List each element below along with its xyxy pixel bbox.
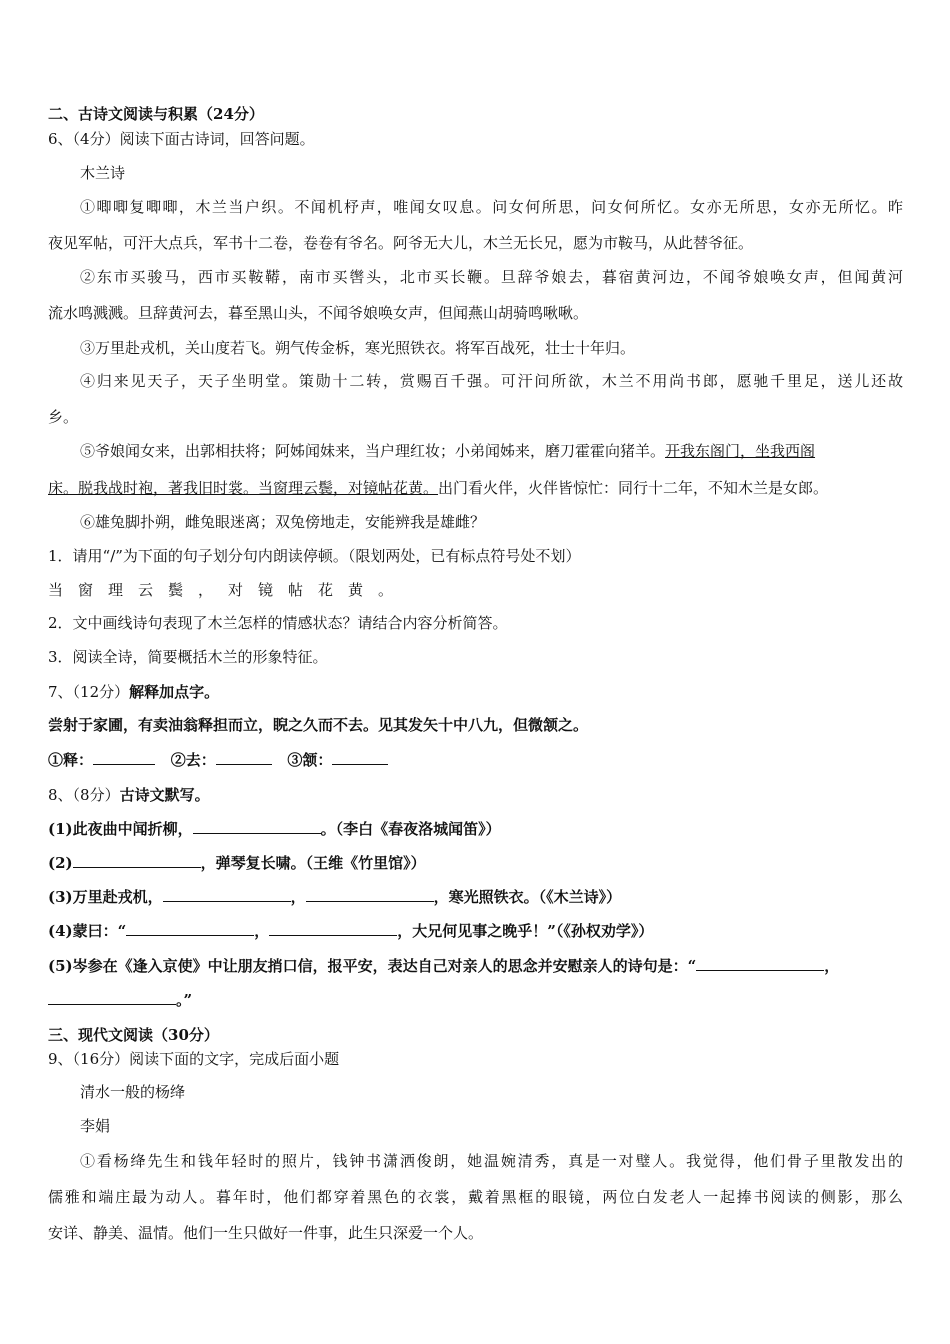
poem-stanza-1-line-1: ①唧唧复唧唧，木兰当户织。不闻机杼声，唯闻女叹息。问女何所思，问女何所忆。女亦无所思，女亦无所忆。昨 [80, 198, 903, 216]
sub-question-1: 1．请用“/”为下面的句子划分句内朗读停顿。（限划两处，已有标点符号处不划） [48, 547, 581, 565]
stanza-5-continuation: 出门看火伴，火伴皆惊忙：同行十二年，不知木兰是女郎。 [438, 479, 829, 497]
question-8-heading [48, 784, 210, 805]
poem-stanza-1-line-2: 夜见军帖，可汗大点兵，军书十二卷，卷卷有爷名。阿爷无大儿，木兰无长兄，愿为市鞍马，从此替爷征。 [48, 234, 754, 252]
dictation-4-blank-1[interactable] [126, 921, 254, 936]
dictation-3 [48, 886, 621, 907]
sentence-char: 。 [378, 581, 394, 599]
article-paragraph-1-line-3: 安详、静美、温情。他们一生只做好一件事，此生只深爱一个人。 [48, 1224, 484, 1242]
sentence-char: 花 [318, 581, 334, 599]
question-8-score: 8、（8分） [48, 786, 120, 804]
sub-question-2: 2．文中画线诗句表现了木兰怎样的情感状态？请结合内容分析简答。 [48, 614, 508, 632]
dictation-3-blank-1[interactable] [163, 887, 291, 902]
sentence-char: 对 [228, 581, 244, 599]
dictation-2 [48, 852, 426, 873]
sentence-char: 镜 [258, 581, 274, 599]
dictation-5-end: 。” [176, 991, 193, 1009]
poem-stanza-6: ⑥雄兔脚扑朔，雌兔眼迷离；双兔傍地走，安能辨我是雄雌？ [80, 513, 486, 531]
dictation-2-blank[interactable] [73, 853, 201, 868]
poem-stanza-4-line-2: 乡。 [48, 408, 79, 426]
poem-stanza-4-line-1: ④归来见天子，天子坐明堂。策勋十二转，赏赐百千强。可汗问所欲，木兰不用尚书郎，愿驰千里足，送儿还故 [80, 372, 903, 390]
question-7-score: 7、（12分） [48, 683, 130, 701]
question-6-heading: 6、（4分）阅读下面古诗词，回答问题。 [48, 130, 315, 148]
poem-stanza-5-line-1 [80, 440, 815, 461]
dictation-3-blank-2[interactable] [306, 887, 434, 902]
article-author: 李娟 [80, 1117, 111, 1135]
dictation-5-line-1 [48, 955, 839, 976]
poem-title: 木兰诗 [80, 164, 126, 182]
sentence-char: 理 [108, 581, 124, 599]
poem-stanza-3: ③万里赴戎机，关山度若飞。朔气传金柝，寒光照铁衣。将军百战死，壮士十年归。 [80, 339, 636, 357]
section-2-title: 二、古诗文阅读与积累（24分） [48, 105, 264, 123]
sentence-char: 当 [48, 581, 64, 599]
dictation-4-comma: ， [254, 922, 270, 940]
poem-stanza-2-line-1: ②东市买骏马，西市买鞍鞯，南市买辔头，北市买长鞭。旦辞爷娘去，暮宿黄河边，不闻爷娘唤女声，但闻黄河 [80, 268, 903, 286]
dictation-3-comma: ， [290, 888, 306, 906]
underlined-verse-part-1: 开我东阁门，坐我西阁 [665, 442, 816, 460]
answer-3-blank[interactable] [332, 750, 388, 765]
sentence-char: 黄 [348, 581, 364, 599]
sentence-char: 帖 [288, 581, 304, 599]
section-3-title: 三、现代文阅读（30分） [48, 1026, 219, 1044]
sentence-char: ， [198, 581, 214, 599]
dictation-4-source: ，大兄何见事之晚乎！”（《孙权劝学》） [397, 922, 654, 940]
sentence-char: 鬓 [168, 581, 184, 599]
underlined-verse-part-2: 床。脱我战时袍，著我旧时裳。当窗理云鬓，对镜帖花黄。 [48, 479, 439, 497]
dictation-5-comma: ， [824, 957, 840, 975]
dictation-4 [48, 920, 653, 941]
answer-1-blank[interactable] [93, 750, 155, 765]
article-title: 清水一般的杨绛 [80, 1083, 186, 1101]
question-7-answers [48, 749, 388, 770]
answer-1-label: ①释： [48, 751, 94, 769]
dictation-3-prompt: (3)万里赴戎机， [48, 888, 163, 906]
stanza-5-plain-text: ⑤爷娘闻女来，出郭相扶将；阿姊闻妹来，当户理红妆；小弟闻姊来，磨刀霍霍向猪羊。 [80, 442, 666, 460]
dictation-4-prompt: (4)蒙曰：“ [48, 922, 127, 940]
dictation-3-source: ，寒光照铁衣。（《木兰诗》） [433, 888, 622, 906]
article-paragraph-1-line-2: 儒雅和端庄最为动人。暮年时，他们都穿着黑色的衣裳，戴着黑框的眼镜，两位白发老人一起捧书阅读的侧影，那么 [48, 1188, 903, 1206]
answer-3-label: ③颔： [287, 751, 333, 769]
sentence-char: 云 [138, 581, 154, 599]
poem-stanza-2-line-2: 流水鸣溅溅。旦辞黄河去，暮至黑山头，不闻爷娘唤女声，但闻燕山胡骑鸣啾啾。 [48, 304, 589, 322]
answer-2-label: ②去： [170, 751, 216, 769]
dictation-4-blank-2[interactable] [269, 921, 397, 936]
dictation-1-blank[interactable] [193, 819, 321, 834]
dictation-1 [48, 818, 501, 839]
dictation-5-blank-2[interactable] [48, 990, 176, 1005]
question-7-heading [48, 681, 219, 702]
pause-marking-sentence [48, 579, 408, 600]
poem-stanza-5-line-2 [48, 477, 828, 498]
question-7-passage: 尝射于家圃，有卖油翁释担而立，睨之久而不去。见其发矢十中八九，但微颔之。 [48, 716, 589, 734]
dictation-2-prompt: ，弹琴复长啸。（王维《竹里馆》） [200, 854, 426, 872]
dictation-5-line-2 [48, 989, 192, 1010]
dictation-1-prompt: (1)此夜曲中闻折柳， [48, 820, 193, 838]
dictation-5-prompt: (5)岑参在《逢入京使》中让朋友捎口信，报平安，表达自己对亲人的思念并安慰亲人的诗句是：“ [48, 957, 697, 975]
dictation-5-blank-1[interactable] [696, 956, 824, 971]
question-9-heading: 9、（16分）阅读下面的文字，完成后面小题 [48, 1050, 340, 1068]
sub-question-3: 3．阅读全诗，简要概括木兰的形象特征。 [48, 648, 328, 666]
dictation-2-number: (2) [48, 854, 73, 872]
dictation-1-source: 。（李白《春夜洛城闻笛》） [320, 820, 501, 838]
question-8-instruction: 古诗文默写。 [119, 786, 210, 804]
article-paragraph-1-line-1: ①看杨绛先生和钱年轻时的照片，钱钟书潇洒俊朗，她温婉清秀，真是一对璧人。我觉得，他们骨子里散发出的 [80, 1152, 903, 1170]
answer-2-blank[interactable] [216, 750, 272, 765]
sentence-char: 窗 [78, 581, 94, 599]
question-7-instruction: 解释加点字。 [129, 683, 220, 701]
